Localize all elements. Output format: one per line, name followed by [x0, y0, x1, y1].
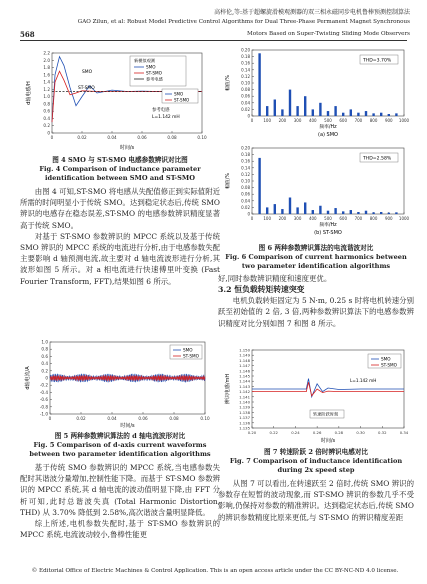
- bar: [281, 209, 283, 214]
- x-tick-label: 0.32: [378, 430, 387, 435]
- y-tick-label: 0.12: [241, 171, 250, 177]
- bar: [304, 202, 306, 214]
- y-tick-label: 1.141: [239, 394, 250, 400]
- y-tick-label: 2.0: [43, 57, 50, 63]
- y-tick-label: 1.2: [43, 86, 50, 92]
- x-tick-label: 0.34: [399, 430, 409, 435]
- x-tick-label: 300: [293, 118, 302, 123]
- bar: [296, 106, 298, 116]
- y-tick-label: 1.146: [239, 368, 250, 374]
- x-tick-label: 200: [278, 118, 287, 123]
- y-tick-label: 0.18: [241, 54, 250, 60]
- y-tick-label: 1.147: [239, 363, 250, 369]
- x-tick-label: 0.04: [107, 416, 117, 421]
- x-tick-label: 0.06: [137, 135, 147, 140]
- x-tick-label: 400: [308, 216, 317, 221]
- bar: [281, 109, 283, 116]
- x-tick-label: 0.02: [76, 416, 86, 421]
- x-tick-label: 0.08: [169, 416, 179, 421]
- x-tick-label: 400: [308, 118, 317, 123]
- bar: [350, 109, 352, 116]
- y-tick-label: 0.04: [241, 198, 250, 204]
- y-tick-label: -0.4: [39, 389, 48, 395]
- fig6-caption-cn: 图 6 两种参数辨识算法的电流谐波对比: [258, 244, 374, 252]
- bar: [365, 111, 367, 116]
- x-tick-label: 600: [339, 216, 348, 221]
- y-axis-label: 辨识电感/mH: [225, 373, 231, 405]
- y-tick-label: 0.18: [241, 152, 250, 158]
- x-tick-label: 0.26: [312, 430, 322, 435]
- y-tick-label: 1.144: [239, 378, 250, 384]
- bar: [289, 198, 291, 215]
- running-header-en: GAO Zilun, et al: Robust Model Predictive Control Algorithms for Dual Three-Phase Permanent Magnet Synchronous: [77, 19, 410, 25]
- x-tick-label: 200: [278, 216, 287, 221]
- bar: [274, 204, 276, 214]
- bar: [357, 212, 359, 214]
- y-tick-label: 0.2: [43, 123, 50, 129]
- bar: [266, 106, 268, 116]
- y-tick-label: 0.2: [41, 368, 48, 374]
- y-tick-label: 0.4: [41, 361, 48, 367]
- fig5-caption-en1: Fig. 5 Comparison of d-axis current waveforms: [33, 441, 207, 449]
- bar: [304, 96, 306, 116]
- bar: [365, 211, 367, 214]
- running-header-en-cont: Motors Based on Super-Twisting Sliding Mode Observers: [247, 31, 410, 37]
- fig4-caption-cn: 图 4 SMO 与 ST-SMO 电感参数辨识对比图: [52, 156, 188, 164]
- x-tick-label: 1000: [398, 216, 410, 221]
- x-tick-label: 1000: [398, 118, 410, 123]
- body-text-1: [20, 186, 220, 287]
- y-tick-label: 0.12: [241, 73, 250, 79]
- x-tick-label: 500: [324, 118, 332, 123]
- annotation-value: L=1.142 mH: [350, 378, 377, 383]
- bar: [388, 213, 390, 214]
- legend-entry: ST-SMO: [381, 362, 397, 368]
- x-tick-label: 0: [50, 135, 54, 140]
- y-tick-label: 1.142: [239, 389, 250, 395]
- annotation-step: 转速阶跃时刻: [313, 411, 339, 417]
- y-tick-label: 0.4: [43, 115, 50, 121]
- x-tick-label: 500: [324, 216, 332, 221]
- body-text-4: [218, 478, 414, 523]
- fig6-caption-en2: two parameter identification algorithms: [241, 262, 391, 270]
- legend-title: 新模拟观测: [134, 58, 155, 63]
- fig7-caption-en1: Fig. 7 Comparison of inductance identification: [229, 457, 403, 465]
- bar: [334, 208, 336, 214]
- y-tick-label: 1.149: [239, 352, 250, 358]
- y-tick-label: 0.02: [241, 204, 250, 210]
- fig4-caption-en1: Fig. 4 Comparison of inductance parameter: [39, 165, 201, 173]
- series-line-1: [252, 379, 404, 397]
- fig5-chart: [22, 338, 212, 430]
- x-tick-label: 0: [48, 416, 52, 421]
- x-tick-label: 0.28: [334, 430, 344, 435]
- x-tick-label: 300: [293, 216, 302, 221]
- x-axis-label: 时间/s: [320, 438, 336, 444]
- header-rule: [20, 40, 407, 41]
- y-tick-label: 1.137: [239, 415, 250, 421]
- y-axis-label: 幅值/%: [226, 173, 231, 189]
- y-tick-label: 0.10: [241, 178, 250, 184]
- x-tick-label: 0: [250, 118, 254, 123]
- x-tick-label: 0.30: [356, 430, 365, 435]
- fig4-caption-en2: identification between SMO and ST-SMO: [45, 174, 195, 182]
- y-axis-label: d轴电感/H: [26, 81, 32, 105]
- x-tick-label: 0.04: [107, 135, 117, 140]
- y-tick-label: 0.14: [241, 67, 250, 73]
- legend-entry: SMO: [381, 356, 391, 362]
- bar: [395, 113, 397, 116]
- bar: [342, 211, 344, 214]
- paragraph: 对基于 ST-SMO 参数辨识的 MPCC 系统以及基于传统 SMO 辨识的 MPCC 系统的电流进行分析,由于电感参数失配主要影响 d 轴预测电流,故主要对 d 轴电流波形进行分析,其波形如图 5 所示。对 a 相电流进行快速傅里叶变换 (Fast Fourier Transform, FFT),结果如图 6 所示。: [20, 231, 220, 286]
- y-tick-label: 1.140: [239, 399, 250, 405]
- section-heading: 3.2 恒负载转矩转速突变: [218, 285, 305, 295]
- paragraph: 好,同时参数辨识精度和速度更优。: [218, 274, 332, 283]
- x-tick-label: 0.24: [291, 430, 300, 435]
- x-tick-label: 0.08: [167, 135, 177, 140]
- bar: [296, 207, 298, 214]
- y-tick-label: 0.02: [241, 106, 250, 112]
- subfigure-label: (b) ST-SMO: [314, 230, 342, 236]
- y-tick-label: 1.6: [43, 72, 50, 78]
- fig6-chart: [222, 46, 412, 242]
- fig7-caption-en2: during 2x speed step: [277, 466, 355, 474]
- y-tick-label: 0.08: [241, 87, 250, 93]
- fig4-chart: [22, 45, 212, 155]
- x-tick-label: 900: [384, 118, 393, 123]
- annotation-value: L=1.142 mH: [152, 115, 180, 120]
- y-tick-label: 1.143: [239, 383, 250, 389]
- y-tick-label: 0.16: [241, 158, 250, 164]
- x-axis-label: 时间/s: [119, 145, 135, 151]
- x-tick-label: 600: [339, 118, 348, 123]
- x-tick-label: 0.20: [247, 430, 257, 435]
- fig7-caption-cn: 图 7 转速阶跃 2 倍时辨识电感对比: [263, 448, 369, 456]
- y-tick-label: 1.135: [239, 425, 250, 431]
- x-axis-label: 时间/s: [120, 423, 135, 429]
- legend-entry: ST-SMO: [183, 353, 199, 359]
- x-tick-label: 700: [354, 118, 363, 123]
- y-tick-label: 1.145: [239, 373, 250, 379]
- y-tick-label: 0.6: [43, 108, 50, 114]
- page-number: 568: [20, 30, 35, 39]
- x-tick-label: 0: [250, 216, 254, 221]
- y-tick-label: 1.8: [43, 65, 50, 71]
- fig5-caption-en2: between two parameter identification algorithms: [29, 450, 211, 458]
- x-tick-label: 0.02: [77, 135, 87, 140]
- legend-entry: 参考电感: [146, 76, 163, 82]
- y-tick-label: 0.8: [41, 346, 48, 352]
- y-tick-label: 0.20: [241, 47, 250, 53]
- y-tick-label: 0.8: [43, 101, 50, 107]
- bar: [312, 109, 314, 116]
- subfigure-label: (a) SMO: [318, 132, 338, 138]
- y-tick-label: 0.06: [241, 93, 250, 99]
- running-header-cn: 高梓伦,等:基于超螺旋滑模观测器的双三相永磁同步电机鲁棒预测控制算法: [214, 9, 410, 16]
- paragraph: 从图 7 可以看出,在转速跃至 2 倍时,传统 SMO 辨识的参数存在短暂的波动现象,而 ST-SMO 辨识的参数几乎不受影响,仍保持对参数的精准辨识。达到稳定状态后,传统 SMO 的辨识参数精度比原来更低,与 ST-SMO 的辨识精度差距: [218, 479, 414, 522]
- paragraph: 基于传统 SMO 参数辨识的 MPCC 系统,当电感参数失配时其谐波分量增加,控制性能下降。而基于 ST-SMO 参数辨识的 MPCC 系统,其 d 轴电流的波动值明显下降,由 FFT 分析可知,此时总谐波失真 (Total Harmonic Distortion, THD) 从 3.70% 降低到 2.58%,高次谐波含量明显降低。: [20, 463, 220, 517]
- x-tick-label: 800: [369, 216, 378, 221]
- y-tick-label: 2.2: [43, 50, 50, 56]
- y-tick-label: 1.138: [239, 409, 250, 415]
- x-tick-label: 900: [384, 216, 393, 221]
- y-tick-label: 1.0: [43, 94, 50, 100]
- y-tick-label: 0.08: [241, 185, 250, 191]
- y-tick-label: 1.136: [239, 420, 250, 426]
- x-axis-label: 频率/Hz: [319, 223, 337, 228]
- bar: [312, 210, 314, 214]
- y-axis-label: d轴电流/A: [25, 366, 31, 390]
- thd-label: THD=2.58%: [363, 156, 392, 162]
- y-tick-label: 1.139: [239, 404, 250, 410]
- bar: [388, 114, 390, 116]
- y-tick-label: 1.148: [239, 357, 250, 363]
- bar: [258, 158, 260, 214]
- x-axis-label: 频率/Hz: [319, 125, 337, 130]
- footer-license: © Editorial Office of Electric Machines & Control Application. This is an open access article under the CC BY-NC-ND 4.0 license.: [31, 568, 399, 574]
- bar: [350, 210, 352, 214]
- y-tick-label: 1.150: [239, 347, 250, 353]
- fig6-caption-en1: Fig. 6 Comparison of current harmonics between: [225, 253, 407, 261]
- bar: [380, 212, 382, 214]
- y-axis-label: 幅值/%: [226, 75, 231, 91]
- inset-legend-entry: SMO: [174, 91, 184, 97]
- bar: [258, 53, 260, 116]
- y-tick-label: 0: [47, 130, 50, 136]
- bar: [372, 113, 374, 116]
- x-tick-label: 100: [263, 118, 272, 123]
- y-tick-label: 0: [45, 375, 48, 381]
- paragraph: 电机负载转矩固定为 5 N·m, 0.25 s 时将电机转速分别跃至初始值的 2 倍, 3 倍,两种参数辨识算法下的电感参数辨识精度对比分别如图 7 和图 8 所示。: [218, 296, 414, 328]
- x-tick-label: 0.10: [197, 135, 207, 140]
- body-text-2: [20, 462, 220, 540]
- fig7-chart: [222, 346, 412, 446]
- bar: [395, 212, 397, 214]
- y-tick-label: 0.06: [241, 191, 250, 197]
- y-tick-label: -0.8: [39, 404, 48, 410]
- legend-entry: SMO: [183, 347, 193, 353]
- bar: [274, 100, 276, 117]
- y-tick-label: 0.6: [41, 353, 48, 359]
- y-tick-label: 0: [247, 211, 250, 217]
- bar: [334, 106, 336, 116]
- paragraph: 综上所述,电机参数失配时,基于 ST-SMO 参数辨识的 MPCC 系统,电流波动较小,鲁棒性能更: [20, 519, 220, 540]
- y-tick-label: 0.14: [241, 165, 250, 171]
- y-tick-label: 0.10: [241, 80, 250, 86]
- annotation-stsmo: ST-SMO: [78, 86, 95, 91]
- inset-legend-entry: ST-SMO: [174, 97, 190, 103]
- body-text-3: [218, 273, 414, 329]
- x-tick-label: 800: [369, 118, 378, 123]
- x-tick-label: 0.06: [138, 416, 148, 421]
- bar: [380, 113, 382, 116]
- bar: [319, 206, 321, 214]
- annotation-ref: 参考电感: [152, 108, 170, 113]
- annotation-smo: SMO: [82, 70, 93, 75]
- y-tick-label: -1.0: [39, 411, 48, 417]
- y-tick-label: -0.6: [39, 397, 48, 403]
- x-tick-label: 0.10: [200, 416, 210, 421]
- bar: [327, 111, 329, 116]
- bar: [266, 207, 268, 214]
- paragraph: 由图 4 可知,ST-SMO 将电感从失配值修正到实际值附近所需的时间明显小于传统 SMO。达到稳定状态后,传统 SMO 辨识的电感存在稳态误差,ST-SMO 的电感参数辨识精度显著高于传统 SMO。: [20, 187, 220, 230]
- y-tick-label: 0.16: [241, 60, 250, 66]
- y-tick-label: 1.4: [43, 79, 50, 85]
- y-tick-label: 0.20: [241, 145, 250, 151]
- y-tick-label: -0.2: [39, 382, 48, 388]
- bar: [327, 211, 329, 214]
- y-tick-label: 1.0: [41, 339, 48, 345]
- legend-entry: SMO: [146, 64, 156, 70]
- bar: [319, 103, 321, 116]
- bar: [372, 212, 374, 214]
- bar: [342, 113, 344, 116]
- thd-label: THD=3.70%: [363, 58, 392, 64]
- x-tick-label: 100: [263, 216, 272, 221]
- bar: [289, 90, 291, 116]
- fig5-caption-cn: 图 5 两种参数辨识算法的 d 轴电流波形对比: [54, 432, 186, 440]
- x-tick-label: 700: [354, 216, 363, 221]
- bar: [357, 113, 359, 116]
- y-tick-label: 0: [247, 113, 250, 119]
- x-tick-label: 0.22: [269, 430, 278, 435]
- y-tick-label: 0.04: [241, 100, 250, 106]
- legend-entry: ST-SMO: [146, 70, 162, 76]
